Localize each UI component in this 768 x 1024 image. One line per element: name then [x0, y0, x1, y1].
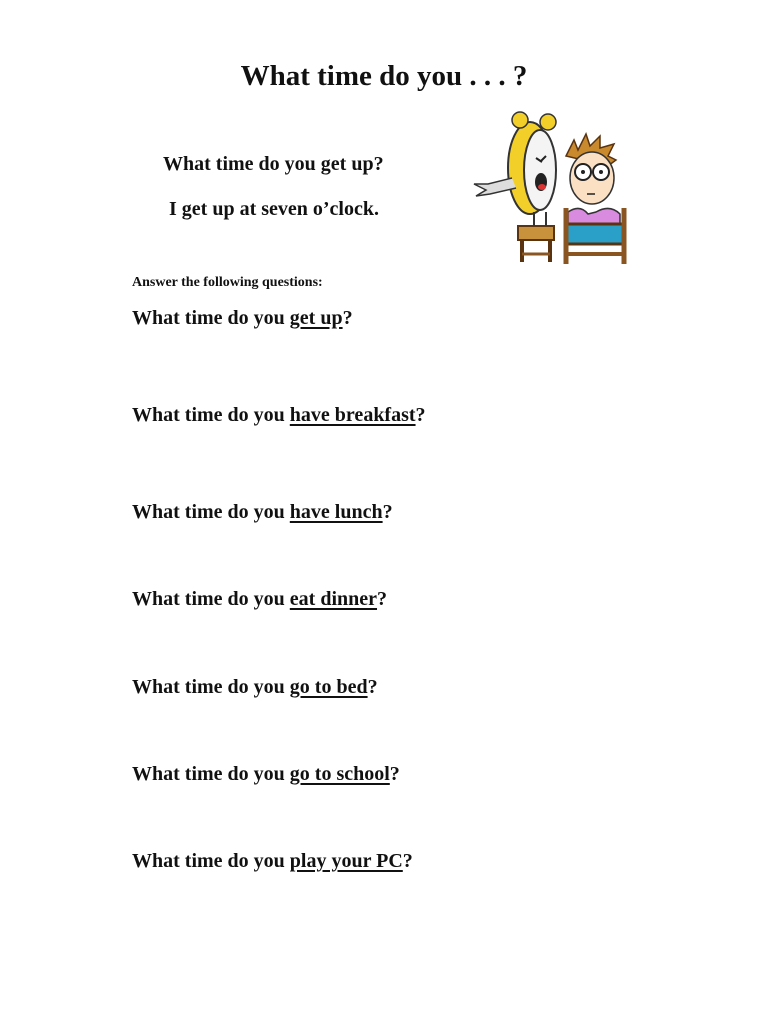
question-activity: have lunch: [289, 501, 383, 523]
page-title: What time do you . . . ?: [240, 60, 528, 92]
question-mark: ?: [389, 763, 400, 785]
question-activity: get up: [289, 307, 343, 329]
question-prefix: What time do you: [132, 501, 290, 523]
question-prefix: What time do you: [132, 763, 290, 785]
question-prefix: What time do you: [132, 404, 290, 426]
example-question: What time do you get up?: [163, 153, 384, 175]
question-item: [132, 588, 387, 611]
question-mark: ?: [342, 307, 353, 329]
instructions: Answer the following questions:: [132, 275, 323, 290]
question-item: [132, 404, 426, 427]
example-answer: I get up at seven o’clock.: [169, 198, 379, 220]
question-item: [132, 763, 400, 786]
alarm-clock-boy-illustration: [468, 108, 633, 268]
question-prefix: What time do you: [132, 588, 290, 610]
question-item: [132, 850, 413, 873]
question-mark: ?: [415, 404, 426, 426]
question-activity: have breakfast: [289, 404, 416, 426]
question-mark: ?: [377, 588, 388, 610]
question-item: [132, 307, 353, 330]
question-item: [132, 501, 393, 524]
question-mark: ?: [382, 501, 393, 523]
question-prefix: What time do you: [132, 676, 290, 698]
question-activity: go to school: [289, 763, 390, 785]
question-activity: go to bed: [289, 676, 368, 698]
question-activity: play your PC: [289, 850, 403, 872]
question-prefix: What time do you: [132, 850, 290, 872]
question-mark: ?: [367, 676, 378, 698]
question-mark: ?: [402, 850, 413, 872]
question-prefix: What time do you: [132, 307, 290, 329]
question-activity: eat dinner: [289, 588, 378, 610]
question-item: [132, 676, 378, 699]
